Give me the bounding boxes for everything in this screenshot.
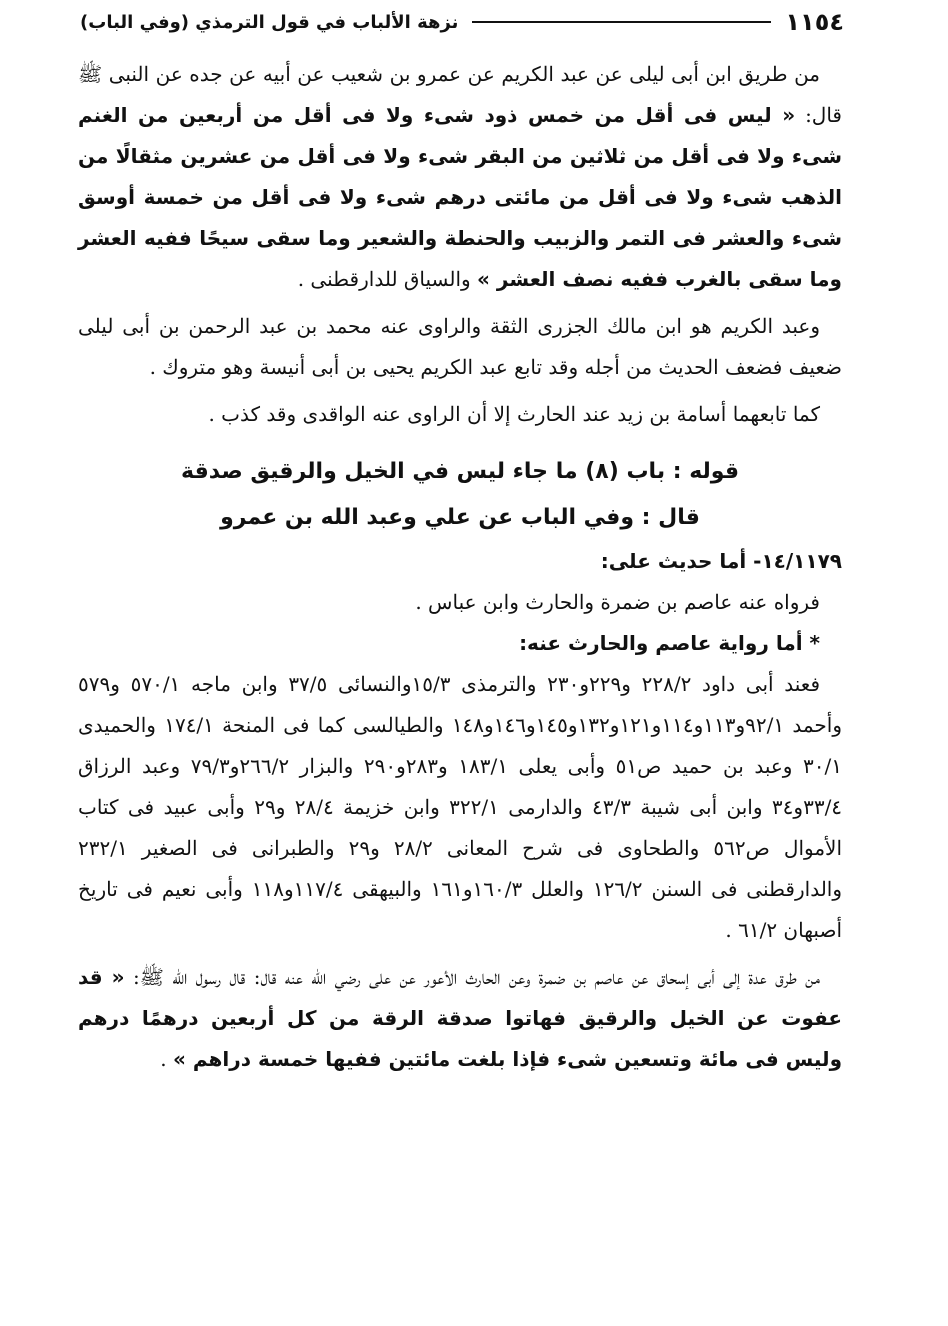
hadith-text-1: « ليس فى أقل من خمس ذود شىء ولا فى أقل من أربعين من الغنم شىء ولا فى أقل من ثلاثين من البقر شىء ولا فى أقل من عشرين مثقالًا من الذهب شىء ولا فى أقل من مائتى درهم شىء ولا فى أقل من خمسة أوسق شىء والعشر فى التمر والزبيب والحنطة والشعير وما سقى سيحًا ففيه العشر وما سقى بالغرب ففيه نصف العشر » (78, 103, 842, 291)
hadith-heading: ١٤/١١٧٩- أما حديث على: (600, 549, 842, 573)
paragraph-6-end: . (160, 1047, 173, 1071)
paragraph-1-end: والسياق للدارقطنى . (297, 267, 478, 291)
chapter-subtitle: قال : وفي الباب عن علي وعبد الله بن عمرو (220, 505, 700, 530)
subheading: * أما رواية عاصم والحارث عنه: (519, 631, 820, 655)
paragraph-6 (78, 957, 842, 1080)
paragraph-3: كما تابعهما أسامة بن زيد عند الحارث إلا أن الراوى عنه الواقدى وقد كذب . (208, 402, 820, 426)
header-rule (472, 21, 771, 23)
paragraph-1-intro: من طريق ابن أبى ليلى عن عبد الكريم عن عمرو بن شعيب عن أبيه عن جده عن النبى ﷺ قال: (78, 62, 842, 127)
chapter-title: قوله : باب (٨) ما جاء ليس في الخيل والرقيق صدقة (181, 459, 739, 484)
running-header (80, 8, 844, 36)
page-body (78, 54, 842, 1086)
page-number: ١١٥٤ (785, 8, 844, 36)
running-title: نزهة الألباب في قول الترمذي (وفي الباب) (80, 11, 459, 33)
hadith-text-2: « قد عفوت عن الخيل والرقيق فهاتوا صدقة الرقة من كل أربعين درهمًا درهم وليس فى مائة وتسعين شىء فإذا بلغت مائتين ففيها خمسة دراهم » (78, 965, 842, 1071)
paragraph-6-intro: من طرق عدة إلى أبى إسحاق عن عاصم بن ضمرة وعن الحارث الأعور عن على رضي الله عنه قال: قال رسول الله ﷺ: (124, 965, 821, 989)
paragraph-5: فعند أبى داود ٢٢٨/٢ و٢٢٩و٢٣٠ والترمذى ١٥/٣والنسائى ٣٧/٥ وابن ماجه ٥٧٠/١ و٥٧٩ وأحمد ٩٢/١و١١٣و١١٤و١٢١و١٣٢و١٤٥و١٤٦و١٤٨ والطيالسى كما فى المنحة ١٧٤/١ والحميدى ٣٠/١ وعبد بن حميد ص٥١ وأبى يعلى ١٨٣/١ و٢٨٣و٢٩٠ والبزار ٢٦٦/٢و٧٩/٣ وعبد الرزاق ٣٣/٤و٣٤ وابن أبى شيبة ٤٣/٣ والدارمى ٣٢٢/١ وابن خزيمة ٢٨/٤ و٢٩ وأبى عبيد فى كتاب الأموال ص٥٦٢ والطحاوى فى شرح المعانى ٢٨/٢ و٢٩ والطبرانى فى الصغير ٢٣٢/١ والدارقطنى فى السنن ١٢٦/٢ والعلل ١٦٠/٣و١٦١ والبيهقى ١١٧/٤و١١٨ وأبى نعيم فى تاريخ أصبهان ٦١/٢ . (78, 672, 843, 942)
paragraph-4: فرواه عنه عاصم بن ضمرة والحارث وابن عباس . (415, 590, 820, 614)
paragraph-2: وعبد الكريم هو ابن مالك الجزرى الثقة والراوى عنه محمد بن عبد الرحمن بن أبى ليلى ضعيف فضعف الحديث من أجله وقد تابع عبد الكريم يحيى بن أبى أنيسة وهو متروك . (78, 314, 842, 379)
paragraph-1 (78, 54, 842, 300)
